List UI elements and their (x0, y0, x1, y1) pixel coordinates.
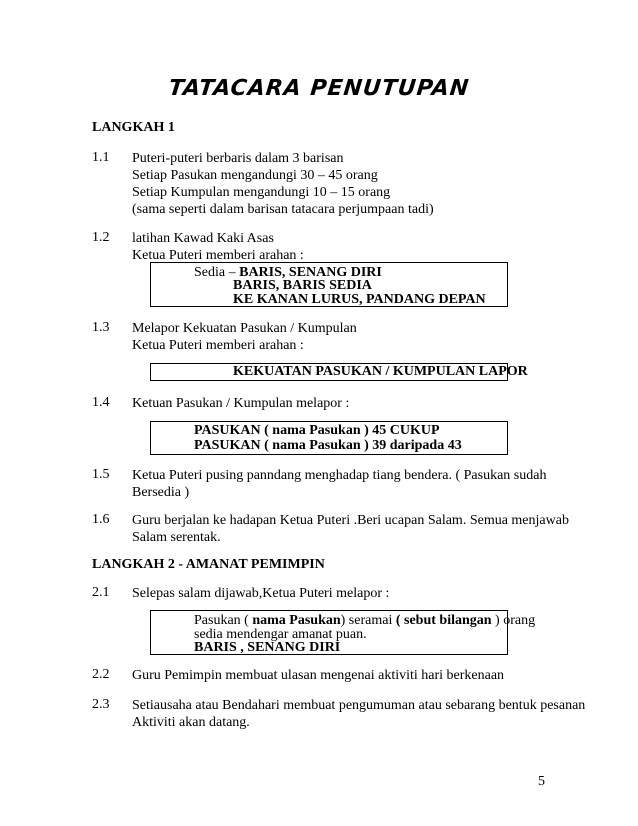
page-title: TATACARA PENUTUPAN (167, 76, 471, 101)
item-number-2-2: 2.2 (92, 667, 110, 682)
item-2-2-line: Guru Pemimpin membuat ulasan mengenai aktiviti hari berkenaan (132, 668, 505, 683)
command-box-4-line-2: sedia mendengar amanat puan. (194, 627, 367, 642)
command-box-1 (150, 262, 508, 307)
item-1-6-line: Guru berjalan ke hadapan Ketua Puteri .Beri ucapan Salam. Semua menjawab (132, 513, 569, 528)
command-box-4 (150, 610, 536, 655)
page-number: 5 (538, 774, 545, 789)
item-number-1-2: 1.2 (92, 230, 110, 245)
item-1-3-line: Melapor Kekuatan Pasukan / Kumpulan (132, 321, 357, 336)
report-text: ) seramai (340, 613, 396, 628)
item-2-3-line: Aktiviti akan datang. (132, 715, 250, 730)
item-number-2-1: 2.1 (92, 585, 110, 600)
langkah-2-heading: LANGKAH 2 - AMANAT PEMIMPIN (92, 557, 325, 572)
item-1-6-line: Salam serentak. (132, 530, 221, 545)
item-2-1-line: Selepas salam dijawab,Ketua Puteri melapor : (132, 586, 390, 601)
item-1-5-line: Ketua Puteri pusing panndang menghadap tiang bendera. ( Pasukan sudah (132, 468, 547, 483)
item-1-2-line: Ketua Puteri memberi arahan : (132, 248, 304, 263)
report-text-bold: ( sebut bilangan (395, 613, 492, 628)
langkah-1-heading: LANGKAH 1 (92, 120, 175, 135)
item-1-1-line: (sama seperti dalam barisan tatacara perjumpaan tadi) (132, 202, 434, 217)
item-number-1-1: 1.1 (92, 150, 110, 165)
report-text-bold: nama Pasukan (252, 613, 341, 628)
item-number-1-6: 1.6 (92, 512, 110, 527)
item-1-1-line: Setiap Kumpulan mengandungi 10 – 15 orang (132, 185, 391, 200)
command-box-1-line-3: KE KANAN LURUS, PANDANG DEPAN (233, 292, 486, 307)
item-1-1-line: Puteri-puteri berbaris dalam 3 barisan (132, 151, 344, 166)
report-text: ) orang (491, 613, 536, 628)
command-box-1-line-2: BARIS, BARIS SEDIA (233, 278, 372, 293)
item-number-1-4: 1.4 (92, 395, 110, 410)
item-number-2-3: 2.3 (92, 697, 110, 712)
item-number-1-3: 1.3 (92, 320, 110, 335)
item-1-3-line: Ketua Puteri memberi arahan : (132, 338, 304, 353)
command-prefix: Sedia – (194, 265, 240, 280)
command-box-3-line-1: PASUKAN ( nama Pasukan ) 45 CUKUP (194, 423, 440, 438)
command-box-2 (150, 363, 528, 381)
item-1-4-line: Ketuan Pasukan / Kumpulan melapor : (132, 396, 350, 411)
item-number-1-5: 1.5 (92, 467, 110, 482)
item-2-3-line: Setiausaha atau Bendahari membuat pengumuman atau sebarang bentuk pesanan (132, 698, 586, 713)
command-box-3-line-2: PASUKAN ( nama Pasukan ) 39 daripada 43 (194, 438, 462, 453)
item-1-2-line: latihan Kawad Kaki Asas (132, 231, 274, 246)
item-1-1-line: Setiap Pasukan mengandungi 30 – 45 orang (132, 168, 378, 183)
command-box-3 (150, 421, 508, 455)
command-box-4-line-3: BARIS , SENANG DIRI (194, 640, 341, 655)
command-box-2-line-1: KEKUATAN PASUKAN / KUMPULAN LAPOR (233, 364, 528, 379)
command-text: BARIS, SENANG DIRI (239, 265, 382, 280)
item-1-5-line: Bersedia ) (132, 485, 190, 500)
report-text: Pasukan ( (194, 613, 253, 628)
